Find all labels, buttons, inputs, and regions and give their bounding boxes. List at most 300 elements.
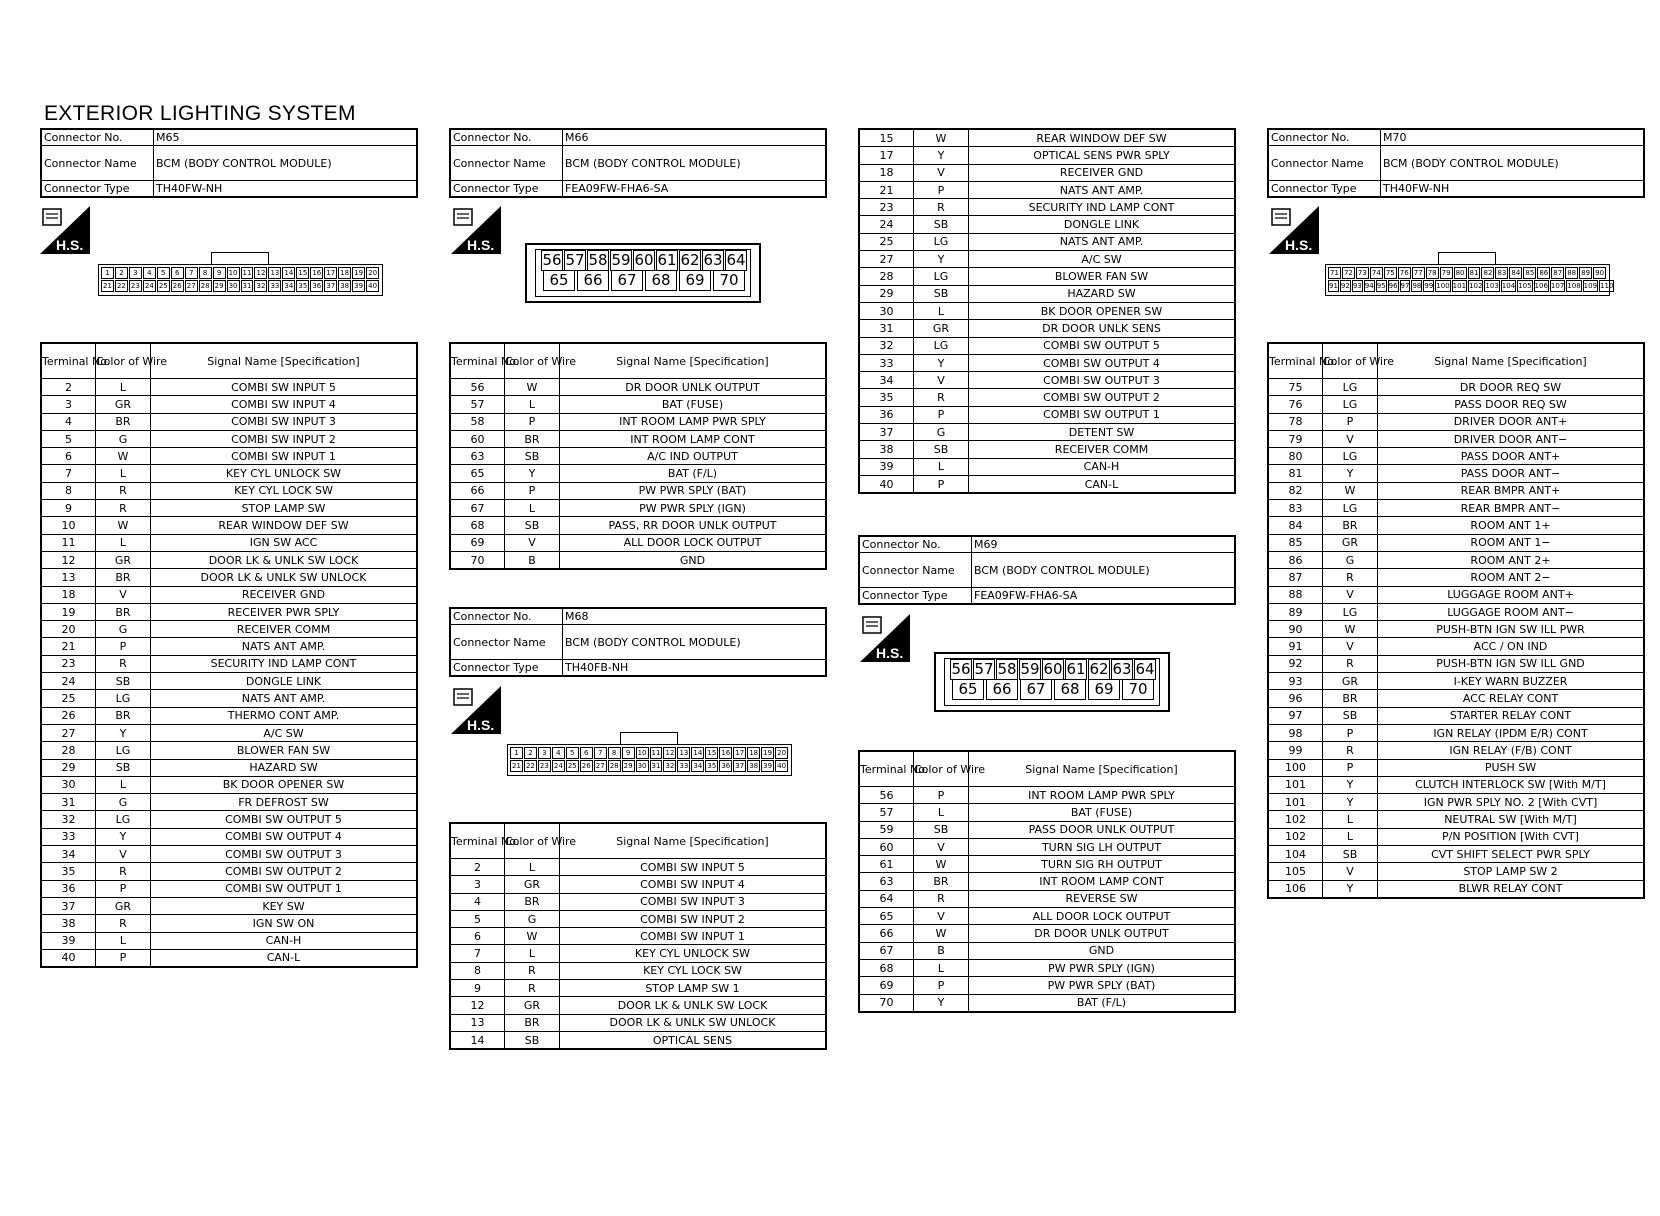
table-row xyxy=(41,673,417,690)
table-row xyxy=(450,379,826,396)
signal-name-cell: COMBI SW INPUT 5 xyxy=(560,859,827,876)
pin-number: 65 xyxy=(543,270,575,291)
signal-name-cell: RECEIVER GND xyxy=(151,586,418,603)
wire-color-cell: V xyxy=(96,846,151,863)
table-row xyxy=(859,977,1235,994)
pin-number: 80 xyxy=(1454,267,1467,279)
wire-color-cell: L xyxy=(96,465,151,482)
signal-name-cell: PASS DOOR REQ SW xyxy=(1378,396,1645,413)
pin-number: 9 xyxy=(622,747,635,759)
connector-no-label: Connector No. xyxy=(41,129,154,146)
signal-name-cell: PASS DOOR ANT− xyxy=(1378,465,1645,482)
terminal-no-cell: 66 xyxy=(450,482,505,499)
pin-number: 22 xyxy=(524,760,537,772)
table-row xyxy=(859,942,1235,959)
wire-color-cell: GR xyxy=(914,320,969,337)
wire-color-cell: P xyxy=(914,406,969,423)
signal-name-cell: IGN PWR SPLY NO. 2 [With CVT] xyxy=(1378,794,1645,811)
wire-color-cell: V xyxy=(1323,586,1378,603)
terminal-no-cell: 78 xyxy=(1268,413,1323,430)
signal-name-cell: KEY SW xyxy=(151,897,418,914)
terminal-no-cell: 65 xyxy=(859,908,914,925)
connector-info-m69 xyxy=(858,535,1236,605)
wire-color-cell: G xyxy=(96,794,151,811)
terminal-no-cell: 96 xyxy=(1268,690,1323,707)
wire-color-cell: R xyxy=(1323,742,1378,759)
wire-color-cell: Y xyxy=(1323,880,1378,898)
connector-no-value: M69 xyxy=(972,536,1236,553)
terminal-no-cell: 37 xyxy=(859,424,914,441)
signal-name-cell: ALL DOOR LOCK OUTPUT xyxy=(969,908,1236,925)
wire-color-cell: L xyxy=(914,302,969,319)
table-row xyxy=(859,925,1235,942)
table-row xyxy=(450,859,826,876)
signal-name-cell: INT ROOM LAMP CONT xyxy=(560,430,827,447)
pin-number: 38 xyxy=(747,760,760,772)
table-row xyxy=(41,551,417,568)
pin-table-m65 xyxy=(40,342,418,968)
table-row xyxy=(859,354,1235,371)
pin-number: 18 xyxy=(338,267,351,279)
terminal-no-cell: 29 xyxy=(41,759,96,776)
terminal-no-cell: 38 xyxy=(859,441,914,458)
table-row xyxy=(1268,690,1644,707)
wire-color-cell: L xyxy=(914,959,969,976)
terminal-no-cell: 17 xyxy=(859,147,914,164)
pin-number: 21 xyxy=(510,760,523,772)
pin-number: 32 xyxy=(254,280,267,292)
wire-color-cell: L xyxy=(505,859,560,876)
table-row xyxy=(450,448,826,465)
wire-color-cell: BR xyxy=(96,603,151,620)
pin-number: 104 xyxy=(1501,282,1516,290)
table-row xyxy=(1268,379,1644,396)
table-row xyxy=(450,396,826,413)
signal-name-cell: LUGGAGE ROOM ANT− xyxy=(1378,603,1645,620)
pin-number: 4 xyxy=(552,747,565,759)
wire-color-cell: R xyxy=(96,655,151,672)
table-row xyxy=(1268,776,1644,793)
pin-number: 9 xyxy=(213,267,226,279)
pin-number: 61 xyxy=(1066,660,1086,678)
table-row xyxy=(450,876,826,893)
table-row xyxy=(41,517,417,534)
pin-number: 10 xyxy=(636,747,649,759)
signal-name-cell: ACC / ON IND xyxy=(1378,638,1645,655)
pin-number: 37 xyxy=(324,280,337,292)
wire-color-cell: BR xyxy=(96,707,151,724)
connector-name-value: BCM (BODY CONTROL MODULE) xyxy=(563,625,827,660)
signal-name-cell: COMBI SW OUTPUT 2 xyxy=(151,863,418,880)
table-row xyxy=(41,430,417,447)
wire-color-cell: L xyxy=(914,804,969,821)
signal-name-cell: PASS DOOR ANT+ xyxy=(1378,448,1645,465)
terminal-no-cell: 27 xyxy=(41,724,96,741)
table-row xyxy=(859,129,1235,147)
terminal-no-cell: 23 xyxy=(41,655,96,672)
signal-name-cell: DOOR LK & UNLK SW LOCK xyxy=(151,551,418,568)
terminal-no-cell: 28 xyxy=(859,268,914,285)
pin-number: 60 xyxy=(1043,660,1063,678)
table-row xyxy=(41,586,417,603)
table-row xyxy=(41,897,417,914)
signal-name-cell: CAN-H xyxy=(969,458,1236,475)
signal-name-cell: COMBI SW OUTPUT 3 xyxy=(969,372,1236,389)
pin-number: 82 xyxy=(1481,267,1494,279)
wire-color-cell: BR xyxy=(914,873,969,890)
wire-color-cell: V xyxy=(914,838,969,855)
pin-number: 26 xyxy=(171,280,184,292)
pin-number: 71 xyxy=(1328,267,1341,279)
table-row xyxy=(450,534,826,551)
signal-name-cell: BAT (F/L) xyxy=(560,465,827,482)
terminal-no-cell: 63 xyxy=(450,448,505,465)
signal-name-cell: PW PWR SPLY (BAT) xyxy=(969,977,1236,994)
connector-name-value: BCM (BODY CONTROL MODULE) xyxy=(1381,146,1645,181)
signal-name-cell: IGN RELAY (IPDM E/R) CONT xyxy=(1378,724,1645,741)
pin-table-m68-continued xyxy=(858,128,1236,494)
terminal-no-cell: 60 xyxy=(450,430,505,447)
table-row xyxy=(41,379,417,396)
terminal-no-cell: 23 xyxy=(859,199,914,216)
signal-name-cell: CVT SHIFT SELECT PWR SPLY xyxy=(1378,846,1645,863)
connector-type-label: Connector Type xyxy=(41,181,154,198)
terminal-no-cell: 98 xyxy=(1268,724,1323,741)
connector-no-label: Connector No. xyxy=(450,129,563,146)
pin-number: 27 xyxy=(594,760,607,772)
wire-color-cell: L xyxy=(505,500,560,517)
pin-number: 29 xyxy=(213,280,226,292)
terminal-no-cell: 100 xyxy=(1268,759,1323,776)
terminal-no-cell: 69 xyxy=(859,977,914,994)
signal-name-cell: DOOR LK & UNLK SW UNLOCK xyxy=(151,569,418,586)
terminal-no-cell: 70 xyxy=(859,994,914,1012)
wire-color-cell: L xyxy=(96,932,151,949)
pin-number: 73 xyxy=(1356,267,1369,279)
signal-name-cell: DOOR LK & UNLK SW UNLOCK xyxy=(560,1014,827,1031)
terminal-no-header: Terminal No. xyxy=(450,823,505,859)
signal-name-cell: KEY CYL UNLOCK SW xyxy=(560,945,827,962)
signal-name-cell: A/C SW xyxy=(151,724,418,741)
wire-color-cell: LG xyxy=(96,742,151,759)
table-row xyxy=(41,500,417,517)
signal-name-cell: KEY CYL LOCK SW xyxy=(151,482,418,499)
terminal-no-cell: 56 xyxy=(450,379,505,396)
terminal-no-cell: 36 xyxy=(859,406,914,423)
terminal-no-cell: 31 xyxy=(41,794,96,811)
terminal-no-cell: 76 xyxy=(1268,396,1323,413)
signal-name-cell: STOP LAMP SW 2 xyxy=(1378,863,1645,880)
pin-number: 70 xyxy=(1122,679,1154,700)
table-row xyxy=(859,199,1235,216)
terminal-no-cell: 19 xyxy=(41,603,96,620)
terminal-no-cell: 30 xyxy=(41,776,96,793)
wire-color-cell: L xyxy=(505,945,560,962)
pin-number: 19 xyxy=(352,267,365,279)
signal-name-cell: ROOM ANT 1+ xyxy=(1378,517,1645,534)
pin-number: 63 xyxy=(703,251,723,269)
terminal-no-cell: 39 xyxy=(859,458,914,475)
terminal-no-cell: 24 xyxy=(41,673,96,690)
table-row xyxy=(1268,828,1644,845)
svg-text:H.S.: H.S. xyxy=(467,237,495,253)
signal-name-cell: KEY CYL UNLOCK SW xyxy=(151,465,418,482)
table-row xyxy=(859,216,1235,233)
signal-name-header: Signal Name [Specification] xyxy=(969,751,1236,787)
wire-color-cell: P xyxy=(914,977,969,994)
pin-number: 95 xyxy=(1376,282,1386,290)
terminal-no-cell: 39 xyxy=(41,932,96,949)
pin-number: 20 xyxy=(366,267,379,279)
wire-color-cell: W xyxy=(914,925,969,942)
pin-number: 4 xyxy=(143,267,156,279)
pin-number: 25 xyxy=(566,760,579,772)
pin-number: 38 xyxy=(338,280,351,292)
wire-color-cell: R xyxy=(96,500,151,517)
table-row xyxy=(450,1014,826,1031)
table-row xyxy=(41,932,417,949)
pin-number: 17 xyxy=(324,267,337,279)
connector-no-label: Connector No. xyxy=(450,608,563,625)
table-row xyxy=(1268,621,1644,638)
pin-number: 72 xyxy=(1342,267,1355,279)
table-row xyxy=(41,846,417,863)
wire-color-cell: L xyxy=(505,396,560,413)
wire-color-cell: V xyxy=(505,534,560,551)
wire-color-cell: BR xyxy=(1323,690,1378,707)
pin-number: 36 xyxy=(310,280,323,292)
table-row xyxy=(859,873,1235,890)
wire-color-cell: LG xyxy=(1323,396,1378,413)
signal-name-header: Signal Name [Specification] xyxy=(560,823,827,859)
signal-name-cell: PUSH-BTN IGN SW ILL GND xyxy=(1378,655,1645,672)
pin-number: 76 xyxy=(1398,267,1411,279)
wire-color-cell: Y xyxy=(505,465,560,482)
table-row xyxy=(1268,413,1644,430)
table-row xyxy=(859,787,1235,804)
wire-color-cell: LG xyxy=(914,233,969,250)
terminal-no-cell: 67 xyxy=(450,500,505,517)
terminal-no-cell: 68 xyxy=(859,959,914,976)
wire-color-cell: P xyxy=(1323,413,1378,430)
terminal-no-cell: 90 xyxy=(1268,621,1323,638)
terminal-no-cell: 14 xyxy=(450,1031,505,1049)
pin-number: 67 xyxy=(611,270,643,291)
pin-number: 5 xyxy=(566,747,579,759)
signal-name-cell: RECEIVER GND xyxy=(969,164,1236,181)
table-row xyxy=(41,776,417,793)
pin-number: 14 xyxy=(691,747,704,759)
signal-name-cell: COMBI SW OUTPUT 4 xyxy=(969,354,1236,371)
wire-color-cell: LG xyxy=(1323,500,1378,517)
signal-name-cell: BLOWER FAN SW xyxy=(151,742,418,759)
table-row xyxy=(1268,551,1644,568)
pin-number: 64 xyxy=(1135,660,1155,678)
signal-name-header: Signal Name [Specification] xyxy=(151,343,418,379)
terminal-no-cell: 4 xyxy=(450,893,505,910)
terminal-no-cell: 9 xyxy=(450,980,505,997)
table-row xyxy=(1268,880,1644,898)
table-row xyxy=(450,500,826,517)
terminal-no-cell: 27 xyxy=(859,251,914,268)
pin-number: 98 xyxy=(1412,282,1422,290)
connector-name-label: Connector Name xyxy=(859,553,972,588)
pin-number: 8 xyxy=(608,747,621,759)
terminal-no-cell: 101 xyxy=(1268,794,1323,811)
table-row xyxy=(859,147,1235,164)
wire-color-cell: L xyxy=(96,534,151,551)
table-row xyxy=(41,915,417,932)
wire-color-cell: R xyxy=(96,482,151,499)
terminal-no-cell: 18 xyxy=(859,164,914,181)
wire-color-cell: P xyxy=(96,949,151,967)
pin-number: 84 xyxy=(1509,267,1522,279)
table-row xyxy=(41,949,417,967)
terminal-no-cell: 8 xyxy=(450,962,505,979)
signal-name-header: Signal Name [Specification] xyxy=(560,343,827,379)
terminal-no-cell: 59 xyxy=(859,821,914,838)
terminal-no-cell: 13 xyxy=(450,1014,505,1031)
terminal-no-cell: 60 xyxy=(859,838,914,855)
wire-color-cell: P xyxy=(914,787,969,804)
signal-name-cell: KEY CYL LOCK SW xyxy=(560,962,827,979)
table-row xyxy=(41,569,417,586)
hs-icon xyxy=(40,206,90,254)
wire-color-cell: Y xyxy=(914,147,969,164)
signal-name-cell: IGN SW ACC xyxy=(151,534,418,551)
pin-number: 105 xyxy=(1518,282,1532,290)
signal-name-cell: IGN SW ON xyxy=(151,915,418,932)
terminal-no-cell: 32 xyxy=(859,337,914,354)
wire-color-cell: P xyxy=(914,181,969,198)
connector-name-label: Connector Name xyxy=(450,625,563,660)
table-row xyxy=(41,638,417,655)
terminal-no-header: Terminal No. xyxy=(450,343,505,379)
hs-icon xyxy=(451,206,501,254)
connector-name-label: Connector Name xyxy=(450,146,563,181)
wire-color-cell: R xyxy=(1323,569,1378,586)
table-row xyxy=(41,482,417,499)
terminal-no-cell: 93 xyxy=(1268,673,1323,690)
terminal-no-cell: 75 xyxy=(1268,379,1323,396)
signal-name-cell: CAN-H xyxy=(151,932,418,949)
table-row xyxy=(1268,811,1644,828)
svg-text:H.S.: H.S. xyxy=(467,717,495,733)
terminal-no-cell: 85 xyxy=(1268,534,1323,551)
terminal-no-cell: 33 xyxy=(859,354,914,371)
connector-info-m70 xyxy=(1267,128,1645,198)
pin-number: 60 xyxy=(634,251,654,269)
pin-table-m66 xyxy=(449,342,827,570)
table-row xyxy=(1268,863,1644,880)
signal-name-cell: OPTICAL SENS PWR SPLY xyxy=(969,147,1236,164)
signal-name-cell: PW PWR SPLY (IGN) xyxy=(969,959,1236,976)
wire-color-cell: R xyxy=(914,389,969,406)
pin-number: 65 xyxy=(952,679,984,700)
terminal-no-cell: 24 xyxy=(859,216,914,233)
table-row xyxy=(450,945,826,962)
terminal-no-cell: 87 xyxy=(1268,569,1323,586)
signal-name-cell: INT ROOM LAMP PWR SPLY xyxy=(560,413,827,430)
signal-name-cell: DR DOOR UNLK OUTPUT xyxy=(560,379,827,396)
wire-color-cell: L xyxy=(1323,811,1378,828)
signal-name-cell: FR DEFROST SW xyxy=(151,794,418,811)
connector-name-label: Connector Name xyxy=(1268,146,1381,181)
signal-name-cell: PASS DOOR UNLK OUTPUT xyxy=(969,821,1236,838)
signal-name-cell: COMBI SW INPUT 3 xyxy=(151,413,418,430)
color-of-wire-header: Color of Wire xyxy=(505,343,560,379)
pin-number: 107 xyxy=(1550,282,1565,290)
signal-name-cell: BAT (F/L) xyxy=(969,994,1236,1012)
table-row xyxy=(1268,448,1644,465)
pin-number: 90 xyxy=(1593,267,1606,279)
connector-no-value: M66 xyxy=(563,129,827,146)
signal-name-cell: CAN-L xyxy=(969,475,1236,493)
pin-table-m70 xyxy=(1267,342,1645,899)
table-row xyxy=(1268,465,1644,482)
pin-number: 29 xyxy=(622,760,635,772)
signal-name-cell: NATS ANT AMP. xyxy=(151,638,418,655)
terminal-no-cell: 63 xyxy=(859,873,914,890)
pin-number: 58 xyxy=(997,660,1017,678)
pin-number: 66 xyxy=(986,679,1018,700)
terminal-no-cell: 2 xyxy=(450,859,505,876)
table-row xyxy=(450,980,826,997)
signal-name-cell: RECEIVER COMM xyxy=(151,621,418,638)
pin-number: 37 xyxy=(733,760,746,772)
color-of-wire-header: Color of Wire xyxy=(96,343,151,379)
signal-name-cell: COMBI SW INPUT 3 xyxy=(560,893,827,910)
wire-color-cell: GR xyxy=(505,997,560,1014)
signal-name-cell: DR DOOR UNLK OUTPUT xyxy=(969,925,1236,942)
table-row xyxy=(41,724,417,741)
signal-name-cell: TURN SIG RH OUTPUT xyxy=(969,856,1236,873)
pin-number: 83 xyxy=(1495,267,1508,279)
table-row xyxy=(41,880,417,897)
pin-number: 99 xyxy=(1424,282,1434,290)
wire-color-cell: BR xyxy=(1323,517,1378,534)
terminal-no-cell: 38 xyxy=(41,915,96,932)
terminal-no-cell: 12 xyxy=(450,997,505,1014)
terminal-no-cell: 34 xyxy=(41,846,96,863)
wire-color-cell: W xyxy=(96,448,151,465)
terminal-no-cell: 80 xyxy=(1268,448,1323,465)
wire-color-cell: V xyxy=(1323,430,1378,447)
pin-number: 21 xyxy=(101,280,114,292)
table-row xyxy=(1268,534,1644,551)
table-row xyxy=(450,997,826,1014)
connector-info-m68 xyxy=(449,607,827,677)
table-row xyxy=(859,406,1235,423)
table-row xyxy=(41,621,417,638)
wire-color-cell: L xyxy=(96,379,151,396)
signal-name-cell: COMBI SW OUTPUT 3 xyxy=(151,846,418,863)
connector-type-value: TH40FW-NH xyxy=(1381,181,1645,198)
wire-color-cell: LG xyxy=(1323,448,1378,465)
terminal-no-cell: 28 xyxy=(41,742,96,759)
signal-name-cell: COMBI SW INPUT 4 xyxy=(151,396,418,413)
signal-name-cell: A/C SW xyxy=(969,251,1236,268)
signal-name-cell: DRIVER DOOR ANT− xyxy=(1378,430,1645,447)
table-row xyxy=(859,441,1235,458)
pin-number: 12 xyxy=(663,747,676,759)
terminal-no-cell: 32 xyxy=(41,811,96,828)
table-row xyxy=(859,181,1235,198)
terminal-no-cell: 36 xyxy=(41,880,96,897)
terminal-no-cell: 3 xyxy=(41,396,96,413)
signal-name-cell: I-KEY WARN BUZZER xyxy=(1378,673,1645,690)
signal-name-cell: DOOR LK & UNLK SW LOCK xyxy=(560,997,827,1014)
